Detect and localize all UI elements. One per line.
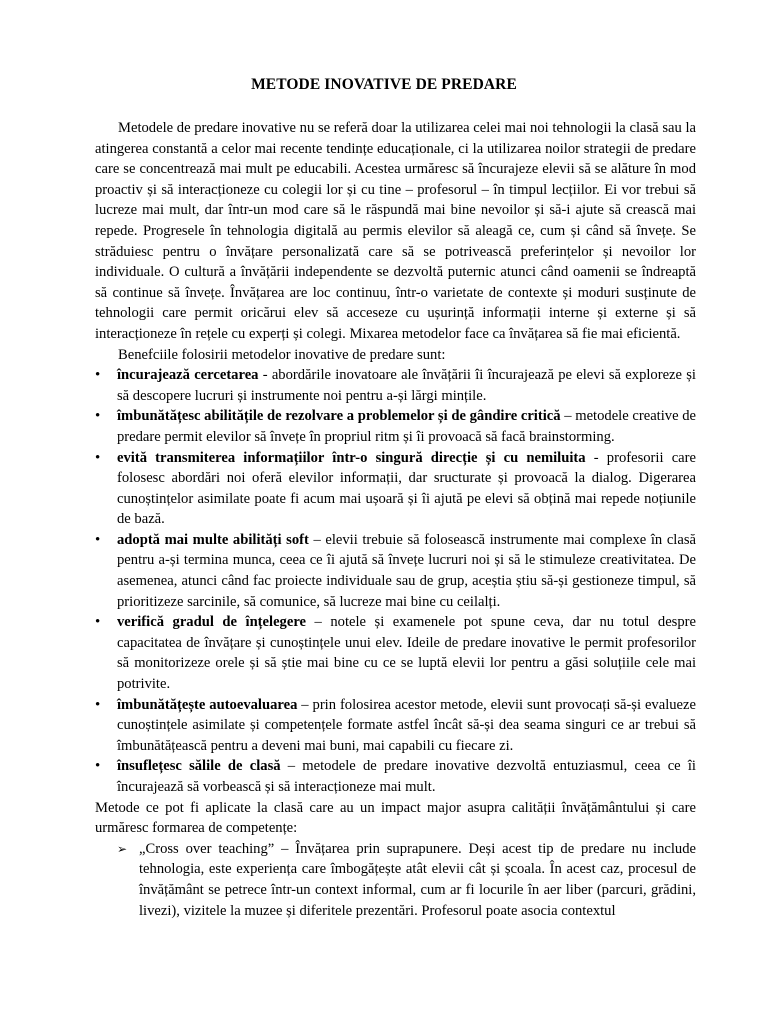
bullet-icon: • bbox=[95, 758, 101, 775]
list-item-heading: îmbunătățește autoevaluarea bbox=[117, 696, 298, 713]
bullet-icon: • bbox=[95, 696, 101, 713]
document-body bbox=[95, 118, 696, 921]
arrow-bullet-icon: ➢ bbox=[117, 841, 128, 856]
benefits-intro: Benefciile folosirii metodelor inovative de predare sunt: bbox=[118, 346, 446, 363]
list-item-text: – prin folosirea acestor metode, elevii sunt provocați să-și evalueze cunoștințele asimilate și competențele formate astfel încât să-și dea seama singuri ce ar trebui să îmbunătățească pentru a deveni mai buni, mai capabili cu fiecare zi. bbox=[117, 696, 696, 754]
list-item bbox=[95, 530, 696, 612]
list-item-heading: verifică gradul de înțelegere bbox=[117, 614, 307, 631]
list-item-text: – notele și examenele pot spune ceva, dar nu totul despre capacitatea de învățare și cunoștințele unui elev. Ideile de predare inovative le permit profesorilor să monitorizeze orele și să știe mai bine cu ce se luptă elevii lor pentru a găsi soluțiile cele mai potrivite. bbox=[117, 614, 696, 693]
list-item bbox=[95, 612, 696, 694]
list-item-text: - profesorii care folosesc abordări noi oferă elevilor informații, dar sructurate și provoacă la dialog. Digerarea cunoștințelor asimilate poate fi acum mai ușoară și îi ajută pe elevi să obțină mai repede noțiunile de bază. bbox=[117, 449, 696, 528]
list-item-heading: însuflețesc sălile de clasă bbox=[117, 758, 281, 775]
methods-list bbox=[95, 839, 696, 921]
list-item bbox=[95, 695, 696, 757]
list-item-text: – metodele de predare inovative dezvoltă entuziasmul, ceea ce îi încurajează să vorbească și să interacționeze mai mult. bbox=[117, 758, 696, 795]
list-item bbox=[117, 839, 696, 921]
bullet-icon: • bbox=[95, 408, 101, 425]
list-item bbox=[95, 406, 697, 447]
benefits-list bbox=[95, 365, 696, 797]
intro-paragraph: Metodele de predare inovative nu se referă doar la utilizarea celei mai noi tehnologii la clasă sau la atingerea constantă a celor mai recente tendințe educaționale, ci la utilizarea noilor strategii de predare care se concentrează mai mult pe educabili. Acestea urmăresc să încurajeze elevii să se alăture în mod proactiv și să interacționeze cu colegii lor și cu tine – profesorul – în timpul lecțiilor. Ei vor trebui să lucreze mai mult, dar într-un mod care să le răspundă mai bine nevoilor și să-i ajute să crească mai repede. Progresele în tehnologia digitală au permis elevilor să aleagă ce, cum și când să învețe. Se străduiesc pentru o învățare personalizată care să se potrivească preferințelor și nevoilor lor individuale. O cultură a învățării independente se dezvoltă puternic atunci când oamenii se îndreaptă să continue să învețe. Învățarea are loc continuu, într-o varietate de contexte și moduri susținute de tehnologii care permit oricărui elev să acceseze cu ușurință informații interne și externe și să interacționeze în rețele cu experți și colegi. Mixarea metodelor face ca învățarea să fie mai eficientă. bbox=[95, 120, 696, 342]
list-item bbox=[95, 448, 696, 530]
bullet-icon: • bbox=[95, 449, 101, 466]
list-item bbox=[95, 365, 696, 406]
list-item-text: – metodele creative de predare permit elevilor să învețe în propriul ritm și îi provoacă să facă brainstorming. bbox=[117, 408, 697, 445]
bullet-icon: • bbox=[95, 614, 101, 631]
list-item-text: „Cross over teaching” – Învățarea prin suprapunere. Deși acest tip de predare nu include tehnologia, este experiența care îmbogățește atât elevii cât și școala. În acest caz, procesul de învățământ se petrece într-un context informal, cum ar fi locurile în aer liber (parcuri, grădini, livezi), vizitele la muzee și diferitele prezentări. Profesorul poate asocia contextul bbox=[139, 840, 696, 919]
list-item-heading: încurajează cercetarea bbox=[117, 367, 259, 384]
list-item bbox=[95, 756, 696, 797]
list-item-text: - abordările inovatoare ale învățării îi încurajează pe elevi să exploreze și să descopere lucruri și instrumente noi pentru a-și lărgi mințile. bbox=[117, 367, 696, 404]
methods-intro: Metode ce pot fi aplicate la clasă care au un impact major asupra calității învățământului și care urmăresc formarea de competențe: bbox=[95, 799, 696, 837]
list-item-text: – elevii trebuie să folosească instrumente mai complexe în clasă pentru a-și termina munca, ceea ce îi ajută să învețe lucruri noi și să le stimuleze creativitatea. De asemenea, atunci când fac proiecte individuale sau de grup, aceștia știu să-și gestioneze timpul, să prioritizeze sarcinile, să comunice, să lucreze mai bine cu ceilalți. bbox=[117, 531, 696, 610]
document-title: METODE INOVATIVE DE PREDARE bbox=[251, 76, 517, 93]
list-item-heading: evită transmiterea informațiilor într-o singură direcție și cu nemiluita bbox=[117, 449, 586, 466]
bullet-icon: • bbox=[95, 531, 101, 548]
bullet-icon: • bbox=[95, 367, 101, 384]
list-item-heading: adoptă mai multe abilități soft bbox=[117, 531, 309, 548]
list-item-heading: îmbunătățesc abilitățile de rezolvare a problemelor și de gândire critică bbox=[117, 408, 561, 425]
